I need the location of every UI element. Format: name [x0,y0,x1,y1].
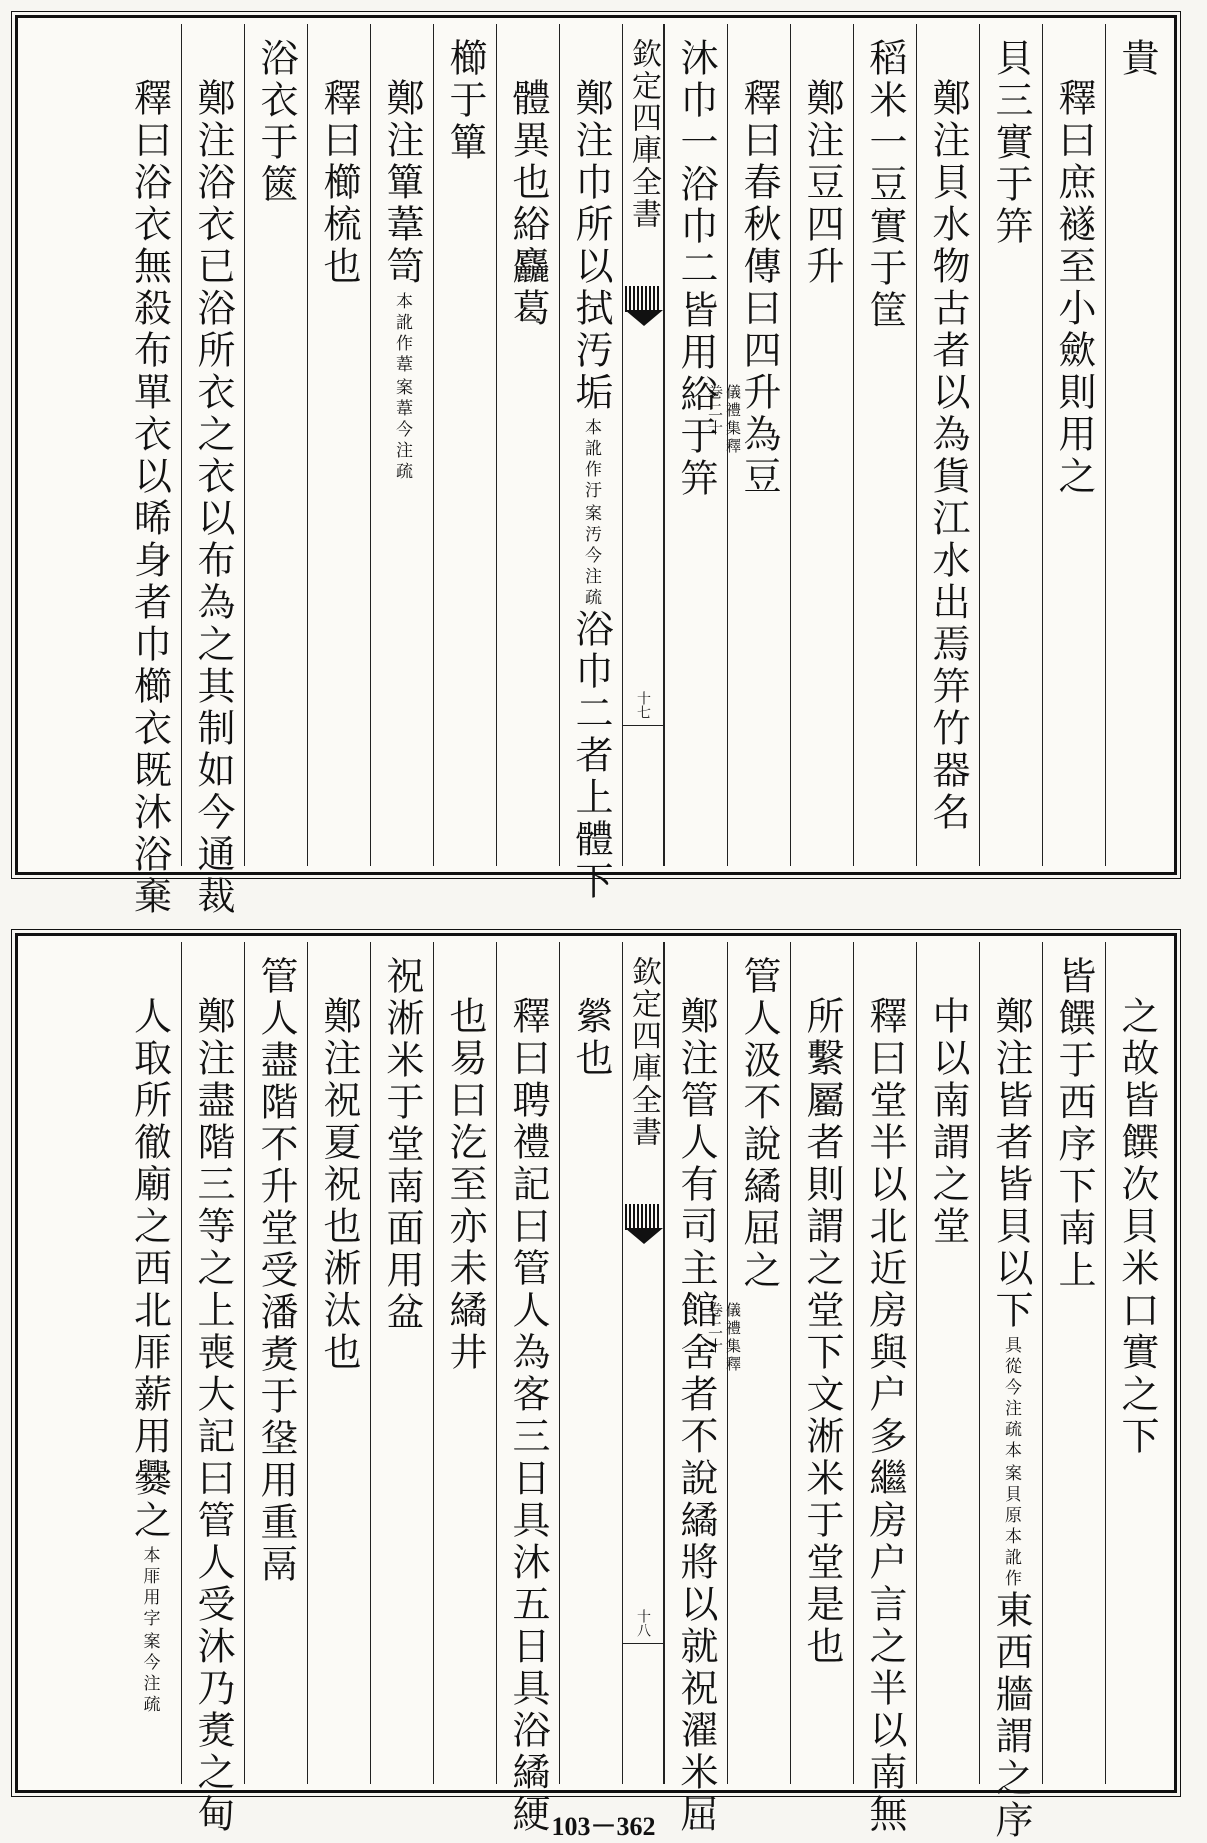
text-column [1042,942,1105,1784]
column-text [254,942,298,1784]
fish-tail-point [625,1228,663,1250]
column-text [128,942,172,1784]
main-text: 鄭注浴衣已浴所衣之衣以布為之其制如今通裁 [191,78,235,918]
column-text [127,24,172,918]
note-line: 案葦今注疏 [392,378,412,483]
main-text: 釋曰聘禮記曰管人為客三日具沐五日具浴繘綆 [506,996,550,1836]
column-text [926,942,970,1784]
note-line: 本訛作汙 [581,418,601,502]
chapter-line: 儀禮集釋 [724,384,742,456]
main-text: 鄭注簞葦笥 [380,78,424,288]
text-column [1105,942,1168,1784]
column-text [863,24,907,866]
text-column [979,942,1042,1842]
chapter-label [627,384,741,456]
continued-text: 浴巾二者上體下 [569,609,613,903]
text-column [118,942,181,1784]
main-text: 鄭注管人有司主館舍者不說繘將以就祝濯米屈 [674,996,718,1836]
upper-page-columns [24,24,1168,918]
main-text: 釋曰庶襚至小歛則用之 [1052,78,1096,498]
text-column [853,942,916,1836]
main-text: 鄭注豆四升 [800,78,844,288]
column-text [506,24,550,866]
main-text: 釋曰堂半以北近房與户多繼房户言之半以南無 [863,996,907,1836]
text-column [916,942,979,1784]
text-column [433,942,496,1784]
main-text: 管人汲不說繘屈之 [737,956,781,1292]
chapter-line: 卷二十 [706,1302,724,1356]
text-column [790,942,853,1784]
column-text [569,24,613,903]
main-text: 釋曰春秋傳曰四升為豆 [737,78,781,498]
main-text: 稻米一豆實于筐 [863,38,907,332]
column-text [191,942,235,1836]
text-column [1042,24,1105,866]
text-column [118,24,181,918]
text-column [496,24,559,866]
note-line: 案貝原本訛作 [1001,1464,1021,1590]
text-column [370,942,433,1784]
fish-tail-ornament [625,286,661,312]
column-text [380,24,424,866]
text-column [181,24,244,918]
text-column [181,942,244,1836]
column-text [926,24,970,866]
collation-note [140,1546,160,1716]
main-text: 鄭注祝夏祝也淅汰也 [317,996,361,1374]
main-text: 人取所徹廟之西北厞薪用爨之 [127,996,172,1542]
column-text [989,24,1033,866]
main-text: 中以南謂之堂 [926,996,970,1248]
text-column [433,24,496,866]
chapter-label [627,1302,741,1374]
main-text: 也易曰汔至亦未繘井 [443,996,487,1374]
note-line: 案汚今注疏 [581,504,601,609]
column-text [737,942,781,1784]
main-text: 鄭注盡階三等之上喪大記曰管人受沐乃煑之甸 [191,996,235,1836]
column-text [191,24,235,918]
chapter-line: 卷二十 [706,384,724,438]
column-text [317,24,361,866]
text-column [307,942,370,1784]
column-text [443,942,487,1784]
main-text: 鄭注巾所以拭汚垢 [569,78,613,414]
column-text [254,24,298,866]
note-line: 本厞用字 [139,1546,160,1630]
leaf-number: 十七 [623,691,663,726]
main-text: 縈也 [569,996,613,1080]
collation-note [392,292,412,483]
text-column [370,24,433,866]
main-text: 所繫屬者則謂之堂下文淅米于堂是也 [800,996,844,1668]
book-title: 欽定四庫全書 [626,956,661,1148]
column-text [800,24,844,866]
main-text: 皆饌于西序下南上 [1052,956,1096,1292]
collation-note [581,418,601,609]
text-column [559,942,622,1784]
main-text: 貝三實于笄 [989,38,1033,248]
column-text [863,942,907,1836]
column-text [317,942,361,1784]
main-text: 體異也綌麤葛 [506,78,550,330]
column-text [569,942,613,1784]
main-text: 貴 [1115,38,1159,80]
note-line: 本訛作葦 [392,292,412,376]
upper-page [15,15,1177,918]
text-column [244,24,307,866]
text-column [307,24,370,866]
main-text: 浴衣于篋 [254,38,298,206]
main-text: 沐巾一浴巾二皆用綌于笄 [674,38,718,500]
main-text: 鄭注貝水物古者以為貨江水出焉笄竹器名 [926,78,970,834]
continued-text: 東西牆謂之序 [989,1590,1033,1842]
column-text [737,24,781,866]
column-text [1115,942,1159,1784]
chapter-line: 儀禮集釋 [724,1302,742,1374]
text-column [559,24,622,903]
main-text: 釋曰浴衣無殺布單衣以晞身者巾櫛衣既沐浴棄 [127,78,172,918]
book-title: 欽定四庫全書 [626,38,661,230]
collation-note [1001,1336,1021,1590]
column-text [380,942,424,1784]
fish-tail-point [625,310,663,332]
column-text [506,942,550,1836]
note-line: 案今注疏 [139,1632,160,1716]
page-number: 103－362 [551,1812,656,1841]
column-text [800,942,844,1784]
text-column [1105,24,1168,866]
text-column [916,24,979,866]
fish-tail-ornament [625,1204,661,1230]
column-text [989,942,1033,1842]
column-text [443,24,487,866]
text-column [790,24,853,866]
text-column [244,942,307,1784]
text-column [853,24,916,866]
main-text: 祝淅米于堂南面用盆 [380,956,424,1334]
main-text: 釋曰櫛梳也 [317,78,361,288]
column-text [1052,24,1096,866]
text-column [496,942,559,1836]
column-text [1115,24,1159,866]
main-text: 櫛于簞 [443,38,487,164]
main-text: 鄭注皆者皆貝以下 [989,996,1033,1332]
note-line: 具從今注疏本 [1001,1336,1021,1462]
column-text [1052,942,1096,1784]
main-text: 管人盡階不升堂受潘煑于垼用重鬲 [254,956,298,1586]
main-text: 之故皆饌次貝米口實之下 [1115,996,1159,1458]
text-column [979,24,1042,866]
leaf-number: 十八 [623,1609,663,1644]
